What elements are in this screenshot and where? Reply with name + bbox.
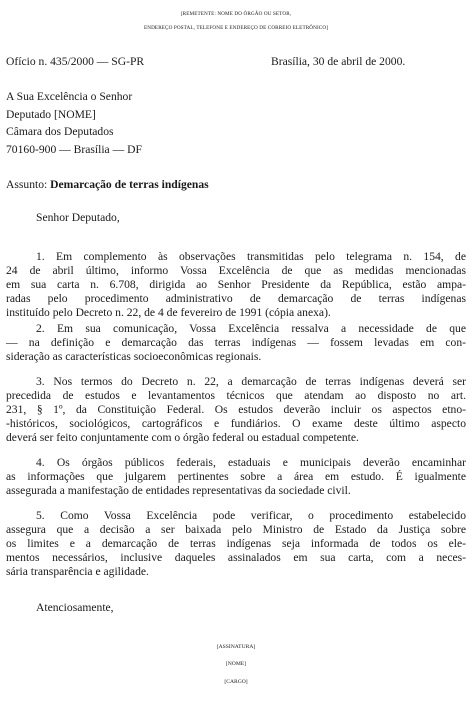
paragraph-1-line-1: 1. Em complemento às observações transmitidas pelo telegrama n. 154, de bbox=[36, 250, 466, 263]
paragraph-4-line-2: as informações que julgarem pertinentes sobre a área em estudo. É igualmente bbox=[6, 470, 466, 483]
paragraph-2-line-3: sideração as características socioeconômicas regionais. bbox=[6, 350, 262, 363]
paragraph-4-line-3: assegurada a manifestação de entidades representativas da sociedade civil. bbox=[6, 484, 351, 497]
paragraph-2-line-1: 2. Em sua comunicação, Vossa Excelência ressalva a necessidade de que bbox=[36, 322, 466, 335]
paragraph-5-line-4: mentos necessários, inclusive daqueles assinalados em sua carta, com a neces- bbox=[6, 551, 466, 564]
paragraph-1-line-4: radas pelo procedimento administrativo de demarcação de terras indígenas bbox=[6, 292, 466, 305]
document-date: Brasília, 30 de abril de 2000. bbox=[271, 55, 406, 68]
addressee-line-4: 70160-900 — Brasília — DF bbox=[6, 143, 142, 156]
signer-role: [CARGO] bbox=[224, 679, 248, 685]
paragraph-1-line-5: instituído pelo Decreto n. 22, de 4 de fevereiro de 1991 (cópia anexa). bbox=[6, 306, 331, 319]
paragraph-3-line-4: -históricos, sociológicos, cartográficos e fundiários. O exame deste último aspecto bbox=[6, 417, 466, 430]
addressee-line-1: A Sua Excelência o Senhor bbox=[6, 90, 133, 103]
subject-label: Assunto: bbox=[6, 178, 48, 191]
paragraph-3-line-2: precedida de estudos e levantamentos técnicos que atendam ao disposto no art. bbox=[6, 389, 466, 402]
salutation: Senhor Deputado, bbox=[36, 211, 120, 224]
sender-line-1: [REMETENTE: NOME DO ÓRGÃO OU SETOR, bbox=[180, 11, 292, 17]
paragraph-1-line-2: 24 de abril último, informo Vossa Excelência de que as medidas mencionadas bbox=[6, 264, 466, 277]
paragraph-5-line-2: assegura que a decisão a ser baixada pelo Ministro de Estado da Justiça sobre bbox=[6, 523, 466, 536]
paragraph-2-line-2: — na definição e demarcação das terras indígenas — fossem levadas em con- bbox=[6, 336, 466, 349]
subject-line bbox=[6, 178, 209, 192]
paragraph-3-line-5: deverá ser feito conjuntamente com o órgão federal ou estadual competente. bbox=[6, 431, 359, 444]
addressee-line-3: Câmara dos Deputados bbox=[6, 125, 114, 138]
closing: Atenciosamente, bbox=[36, 601, 114, 614]
paragraph-3-line-3: 231, § 1º, da Constituição Federal. Os estudos deverão incluir os aspectos etno- bbox=[6, 403, 466, 416]
paragraph-4-line-1: 4. Os órgãos públicos federais, estaduais e municipais deverão encaminhar bbox=[36, 456, 466, 469]
signature-placeholder: [ASSINATURA] bbox=[216, 644, 256, 650]
sender-line-2: ENDEREÇO POSTAL, TELEFONE E ENDEREÇO DE CORREIO ELETRÔNICO] bbox=[143, 25, 329, 31]
paragraph-5-line-1: 5. Como Vossa Excelência pode verificar, o procedimento estabelecido bbox=[36, 509, 466, 522]
paragraph-5-line-3: os limites e a demarcação de terras indígenas seja informada de todos os ele- bbox=[6, 537, 466, 550]
signer-name: [NOME] bbox=[225, 661, 247, 667]
document-number: Ofício n. 435/2000 — SG-PR bbox=[6, 55, 145, 68]
addressee-line-2: Deputado [NOME] bbox=[6, 108, 96, 121]
paragraph-5-line-5: sária transparência e agilidade. bbox=[6, 565, 149, 578]
paragraph-3-line-1: 3. Nos termos do Decreto n. 22, a demarcação de terras indígenas deverá ser bbox=[36, 375, 466, 388]
paragraph-1-line-3: em sua carta n. 6.708, dirigida ao Senhor Presidente da República, estão ampa- bbox=[6, 278, 466, 291]
subject-text: Demarcação de terras indígenas bbox=[50, 178, 209, 191]
